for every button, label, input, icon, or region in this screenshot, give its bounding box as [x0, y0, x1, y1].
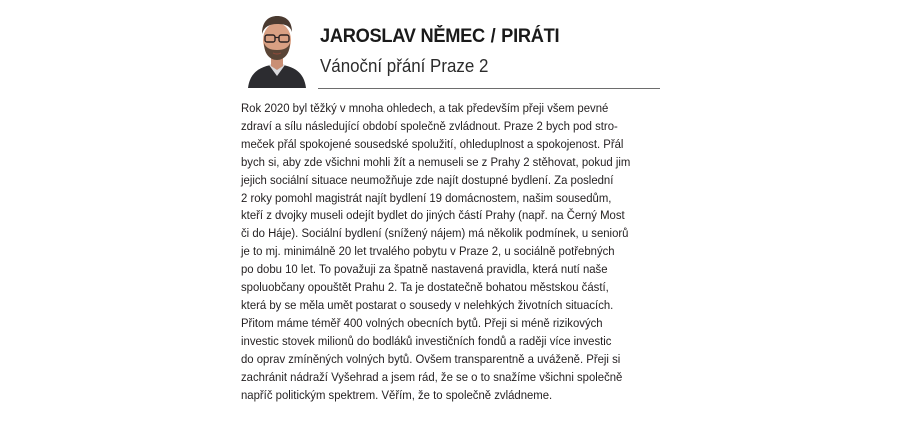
article-line: je to mj. minimálně 20 let trvalého pobytu v Praze 2, u sociálně potřebných	[241, 244, 615, 259]
article-line: po dobu 10 let. To považuji za špatně nastavená pravidla, která nutí naše	[241, 262, 608, 277]
article-line: bych si, aby zde všichni mohli žít a nemuseli se z Prahy 2 stěhovat, pokud jim	[241, 154, 631, 169]
article-line: napříč politickým spektrem. Věřím, že to společně zvládneme.	[241, 387, 553, 402]
article-line: zdraví a sílu následující období společně zvládnout. Praze 2 bych pod stro-	[241, 118, 618, 133]
article-line: 2 roky pomohl magistrát najít bydlení 19 domácnostem, našim sousedům,	[241, 190, 612, 205]
article-line: kteří z dvojky museli odejít bydlet do jiných částí Prahy (např. na Černý Most	[241, 208, 625, 223]
article-body	[241, 100, 681, 404]
article-subtitle: Vánoční přání Praze 2	[320, 56, 489, 76]
author-heading	[320, 26, 559, 48]
article-line: jejich sociální situace neumožňuje zde najít dostupné bydlení. Za poslední	[241, 172, 614, 187]
party-name: PIRÁTI	[501, 26, 560, 47]
header-divider	[318, 88, 660, 89]
article-line: či do Háje). Sociální bydlení (snížený nájem) má několik podmínek, u seniorů	[241, 226, 629, 241]
heading-separator: /	[490, 26, 496, 47]
article-line: do oprav zmíněných volných bytů. Ovšem transparentně a uváženě. Přeji si	[241, 351, 621, 366]
article-line: Přitom máme téměř 400 volných obecních bytů. Přeji si méně rizikových	[241, 315, 603, 330]
article-line: která by se měla umět postarat o sousedy v nelehkých životních situacích.	[241, 297, 614, 312]
author-portrait	[246, 10, 308, 88]
article-line: zachránit nádraží Vyšehrad a jsem rád, že se o to snažíme všichni společně	[241, 369, 623, 384]
article-line: meček přál spokojené sousedské spolužití, ohleduplnost a spokojenost. Přál	[241, 136, 624, 151]
article-line: Rok 2020 byl těžký v mnoha ohledech, a tak především přeji všem pevné	[241, 101, 609, 115]
author-name: JAROSLAV NĚMEC	[320, 26, 485, 47]
article-line: investic stovek milionů do bodláků investičních fondů a raději více investic	[241, 333, 612, 348]
article-line: spoluobčany opouštět Prahu 2. Ta je dostatečně bohatou městskou částí,	[241, 280, 609, 295]
